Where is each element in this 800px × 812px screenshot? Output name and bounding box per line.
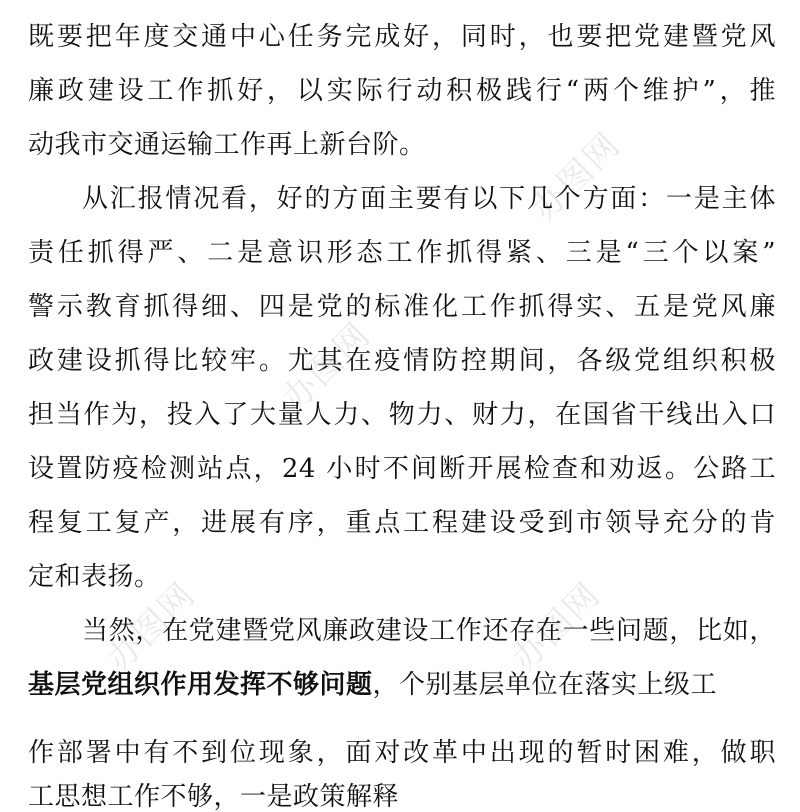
text-line-cut: 工思想工作不够，一是政策解释 xyxy=(28,782,400,812)
watermark: 办图网 xyxy=(274,314,379,420)
watermark: 办图网 xyxy=(99,574,204,680)
comma: ， xyxy=(372,670,400,700)
text-line: 从汇报情况看，好的方面主要有以下几个方面：一是主体 xyxy=(82,184,776,214)
text-line: 动我市交通运输工作再上新台阶。 xyxy=(28,130,426,160)
text-line: 政建设抓得比较牢。尤其在疫情防控期间，各级党组织积极 xyxy=(28,346,776,376)
text-line: 当然，在党建暨党风廉政建设工作还存在一些问题，比如， xyxy=(82,616,776,646)
text-line: 作部署中有不到位现象，面对改革中出现的暂时困难，做职 xyxy=(28,738,776,768)
watermark: 办图网 xyxy=(524,124,629,230)
text-line: 警示教育抓得细、四是党的标准化工作抓得实、五是党风廉 xyxy=(28,292,776,322)
text-line: 担当作为，投入了大量人力、物力、财力，在国省干线出入口 xyxy=(28,400,776,430)
line-remainder: 个别基层单位在落实上级工 xyxy=(399,670,718,700)
text-line: 程复工复产，进展有序，重点工程建设受到市领导充分的肯 xyxy=(28,508,776,538)
text-line: 廉政建设工作抓好，以实际行动积极践行“两个维护”，推 xyxy=(28,76,776,106)
bold-phrase: 基层党组织作用发挥不够问题 xyxy=(28,670,373,700)
text-line: 定和表扬。 xyxy=(28,562,161,592)
text-line: 设置防疫检测站点，24 小时不间断开展检查和劝返。公路工 xyxy=(28,454,776,484)
text-line: 责任抓得严、二是意识形态工作抓得紧、三是“三个以案” xyxy=(28,238,776,268)
text-line xyxy=(28,670,776,700)
watermark: 办图网 xyxy=(504,574,609,680)
text-line: 既要把年度交通中心任务完成好，同时，也要把党建暨党风 xyxy=(28,22,776,52)
